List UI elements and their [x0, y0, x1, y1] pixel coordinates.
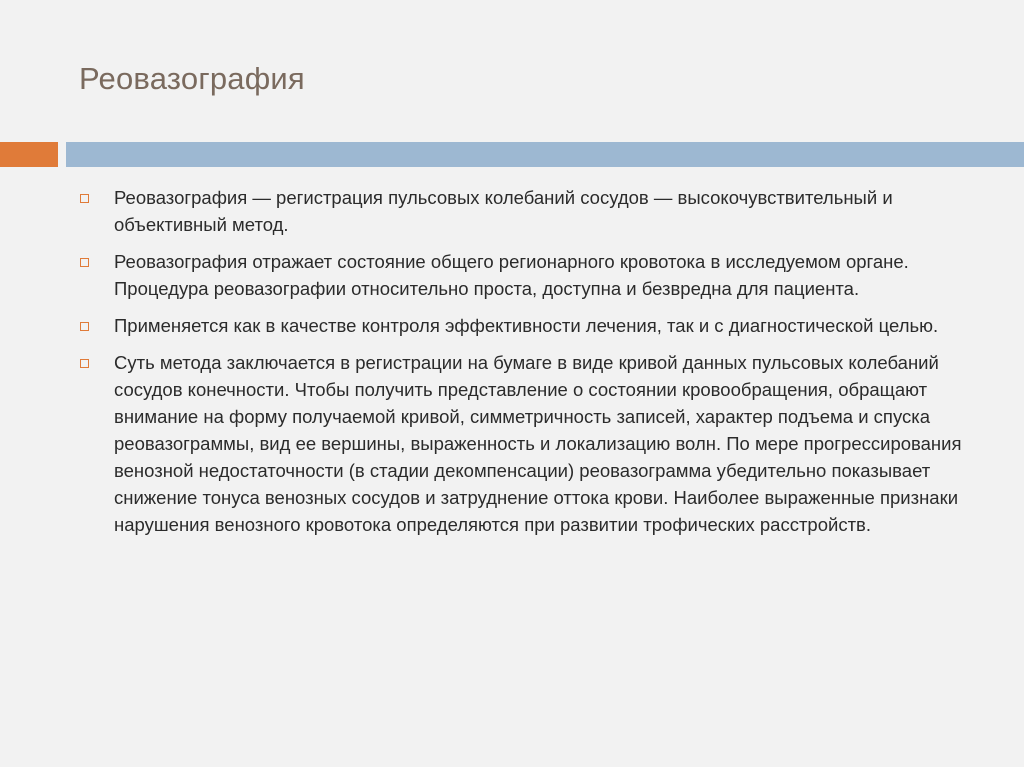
- square-bullet-icon: [80, 322, 89, 331]
- bullet-item: [76, 248, 976, 302]
- bullet-text: Реовазография отражает состояние общего регионарного кровотока в исследуемом органе. Процедура реовазографии относительно проста, доступна и безвредна для пациента.: [114, 251, 909, 299]
- bullet-item: [76, 349, 976, 538]
- bullet-text: Применяется как в качестве контроля эффективности лечения, так и с диагностической целью.: [114, 315, 939, 336]
- bullet-item: [76, 184, 976, 238]
- square-bullet-icon: [80, 194, 89, 203]
- bullet-text: Суть метода заключается в регистрации на бумаге в виде кривой данных пульсовых колебаний сосудов конечности. Чтобы получить представление о состоянии кровообращения, обращают внимание на форму получаемой кривой, симметричность записей, характер подъема и спуска реовазограммы, вид ее вершины, выраженность и локализацию волн. По мере прогрессирования венозной недостаточности (в стадии декомпенсации) реовазограмма убедительно показывает снижение тонуса венозных сосудов и затруднение оттока крови. Наиболее выраженные признаки нарушения венозного кровотока определяются при развитии трофических расстройств.: [114, 352, 962, 535]
- bullet-text: Реовазография — регистрация пульсовых колебаний сосудов — высокочувствительный и объективный метод.: [114, 187, 893, 235]
- accent-bar-orange: [0, 142, 58, 167]
- slide-title: Реовазография: [79, 61, 305, 96]
- bullet-list: [76, 184, 976, 548]
- bullet-item: [76, 312, 976, 339]
- square-bullet-icon: [80, 258, 89, 267]
- square-bullet-icon: [80, 359, 89, 368]
- accent-bar-blue: [66, 142, 1024, 167]
